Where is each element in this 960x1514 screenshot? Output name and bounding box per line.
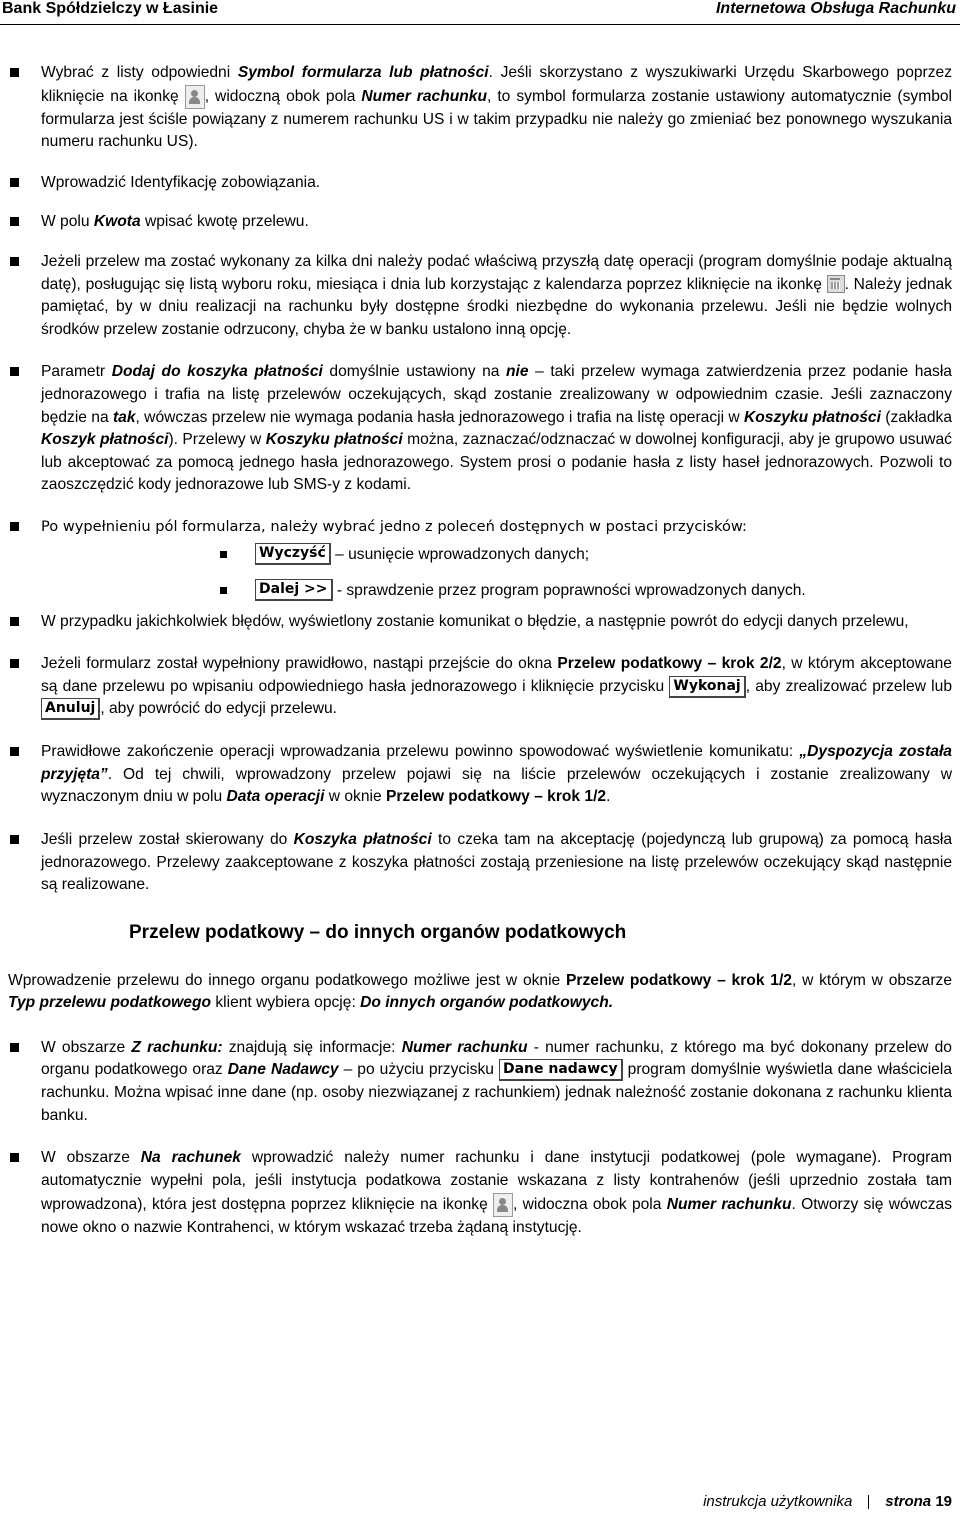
list-item [0,1147,960,1239]
text-emphasis: Koszyka płatności [293,830,432,848]
bullet-icon [10,257,19,266]
text: Jeśli przelew został skierowany do [41,830,294,848]
bullet-icon [10,747,19,756]
bullet-icon [10,659,19,668]
footer-text [703,1493,952,1510]
sender-data-button[interactable] [499,1059,623,1081]
text: W obszarze [41,1038,132,1056]
page-prefix: strona [885,1493,932,1510]
list-item [0,653,960,721]
footer-label: instrukcja użytkownika [703,1493,853,1510]
text: to czeka tam na akceptację (pojedynczą lub grupową) za pomocą hasła jednorazowego. Przelewy zaakceptowane z koszyka płatności zostają przeniesione na listę przelewów oczekujący skąd następnie są realizowane. [41,830,953,894]
text: w oknie [324,788,386,806]
text: . Otworzy się wówczas nowe okno o nazwie Kontrahenci, w którym wskazać trzeba żądaną instytucję. [41,1195,952,1236]
text: – taki przelew wymaga zatwierdzenia przez podanie hasła jednorazowego i trafia na listę przelewów oczekujących, skąd zostanie zrealizowany w odpowiednim czasie. Jeśli zaznaczony będzie na [41,363,952,426]
search-person-icon [493,1193,513,1217]
text: , w którym akceptowane są dane przelewu po wpisaniu odpowiedniego hasła jednorazowego i kliknięcie przycisku [41,655,952,695]
text-emphasis: Do innych organów podatkowych. [360,994,614,1012]
text-emphasis: Koszyku płatności [744,408,881,426]
list-item [0,829,960,897]
text-emphasis: Na rachunek [140,1149,241,1167]
text: , wówczas przelew nie wymaga podania hasła jednorazowego i trafia na listę operacji w [135,408,744,426]
text: Wybrać z listy odpowiedni [41,64,238,81]
bullet-icon [220,551,227,558]
list-item [0,611,960,634]
button-label: Dane [502,1061,544,1078]
list-item [0,516,960,539]
text: Wprowadzenie przelewu do innego organu podatkowego możliwe jest w oknie [8,971,567,989]
text: - numer rachunku, z którego ma być dokonany przelew do organu podatkowego oraz [41,1038,952,1079]
text-emphasis: tak [112,408,136,426]
text: można, zaznaczać/odznaczać w dowolnej konfiguracji, aby je grupowo usuwać lub akceptować za pomocą jednego hasła jednorazowego. System prosi o podanie hasła z listy haseł jednorazowych. Pozwoli to zaoszczędzić kody jednorazowe lub SMS-y z kodami. [41,431,952,494]
text: W obszarze [41,1149,141,1167]
text-emphasis: Przelew podatkowy – krok 2/2 [557,655,782,673]
sub-list-item [0,579,960,603]
cancel-button[interactable]: Anuluj [41,698,100,720]
text-emphasis: Numer rachunku [361,87,487,105]
bank-name: Bank Spółdzielczy w Łasinie [2,0,219,17]
text: klient wybiera opcję: [211,994,361,1012]
text-emphasis: Numer rachunku [401,1038,528,1056]
execute-button[interactable]: Wykonaj [669,676,745,698]
text-emphasis: Dodaj do koszyka płatności [111,363,323,381]
text-emphasis: Numer rachunku [666,1195,792,1213]
bullet-icon [10,68,19,77]
text: . [606,788,611,806]
text: Wprowadzić Identyfikację zobowiązania. [41,173,321,191]
text: - sprawdzenie przez program poprawności wprowadzonych danych. [332,581,806,599]
text-emphasis: nie [506,363,529,381]
text-emphasis: Koszyku płatności [265,431,403,449]
text: Jeżeli przelew ma zostać wykonany za kilka dni należy podać właściwą przyszłą datę operacji (program domyślnie podaje aktualną datę), posługując się listą wyboru roku, miesiąca i dnia lub korzystając z kalendarza poprzez kliknięcie na ikonkę [41,252,952,293]
list-item [0,741,960,809]
text-emphasis: Kwota [93,213,141,231]
bullet-icon [10,367,19,376]
text-emphasis: Koszyk płatności [41,431,169,449]
text: , widoczna obok pola [513,1195,667,1213]
text: Jeżeli formularz został wypełniony prawidłowo, nastąpi przejście do okna [41,655,558,673]
text-emphasis: Przelew podatkowy – krok 1/2 [566,971,792,989]
text-emphasis: Przelew podatkowy – krok 1/2 [385,788,607,806]
list-item [0,1037,960,1128]
text: Po wypełnieniu pól formularza, należy wybrać jedno z poleceń dostępnych w postaci przycisków: [41,517,747,535]
text: , aby zrealizować przelew lub [745,677,952,695]
bullet-icon [10,835,19,844]
sub-list-item [0,543,960,567]
text: domyślnie ustawiony na [322,363,506,381]
text: wpisać kwotę przelewu. [140,213,309,231]
text: program domyślnie wyświetla dane właściciela rachunku. Można wpisać inne dane (np. osoby niezwiązanej z rachunkiem) jednak należność zostanie dokonana z rachunku klienta banku. [41,1061,952,1124]
text: , aby powrócić do edycji przelewu. [100,700,337,718]
text: . Należy jednak pamiętać, by w dniu realizacji na rachunku były dostępne środki niezbędne do wykonania przelewu. Jeśli nie będzie wolnych środków przelew zostanie odrzucony, chyba że w banku ustalono inną opcję. [41,275,952,338]
list-item [0,62,960,154]
bullet-icon [10,217,19,226]
text-emphasis: Symbol formularza lub płatności [237,64,489,81]
list-item [0,251,960,341]
page-number: 19 [935,1493,952,1510]
list-item [0,361,960,497]
bullet-icon [220,587,227,594]
search-person-icon [185,85,205,109]
text: , to symbol formularza zostanie ustawiony automatycznie (symbol formularza jest ściśle powiązany z numerem rachunku US i w takim przypadku nie należy go zmieniać bez ponownego wyszukania numeru rachunku US). [41,87,953,151]
text: , w którym w obszarze [791,971,952,989]
section-heading: Przelew podatkowy – do innych organów podatkowych [129,921,627,943]
bullet-icon [10,522,19,531]
button-label: nadawcy [548,1061,618,1078]
text: (zakładka [880,408,952,426]
section-intro [0,970,960,1015]
text-emphasis: Z rachunku: [131,1038,223,1056]
calendar-icon [827,275,845,293]
text: . Jeśli skorzystano z wyszukiwarki Urzędu Skarbowego poprzez kliknięcie na ikonkę [41,64,952,105]
text: ). Przelewy w [168,431,266,449]
document-title: Internetowa Obsługa Rachunku [715,0,956,17]
text-emphasis: Dane Nadawcy [227,1061,339,1079]
bullet-icon [10,178,19,187]
text: znajdują się informacje: [222,1038,402,1056]
header-divider [0,24,960,25]
clear-button[interactable]: Wyczyść [255,543,331,565]
text-emphasis: Typ przelewu podatkowego [8,994,212,1012]
text-emphasis: „Dyspozycja została przyjęta” [41,743,952,783]
text: Parametr [41,363,112,381]
text: – usunięcie wprowadzonych danych; [330,545,590,563]
text: – po użyciu przycisku [338,1061,499,1079]
bullet-icon [10,1153,19,1162]
list-item [0,172,960,195]
text: , widoczną obok pola [204,87,362,105]
page-header [0,0,960,22]
page-content [0,62,960,1239]
list-item [0,211,960,234]
page-footer [0,1484,960,1514]
text: Prawidłowe zakończenie operacji wprowadzania przelewu powinno spowodować wyświetlenie komunikatu: [41,743,800,761]
bullet-icon [10,1043,19,1052]
bullet-icon [10,617,19,626]
text: wprowadzić należy numer rachunku i dane instytucji podatkowej (pole wymagane). Program automatycznie wypełni pola, jeśli instytucja podatkowa zostanie wskazana z listy kontrahenów (jeśli uprzednio została tam wprowadzona), która jest dostępna poprzez kliknięcie na ikonkę [41,1149,952,1213]
footer-divider [868,1495,869,1509]
text: . Od tej chwili, wprowadzony przelew pojawi się na liście przelewów oczekujących i zostanie zrealizowany w wyznaczonym dniu w polu [41,765,952,806]
text: W polu [41,213,94,231]
text: W przypadku jakichkolwiek błędów, wyświetlony zostanie komunikat o błędzie, a następnie powrót do edycji danych przelewu, [41,612,909,630]
next-button[interactable]: Dalej >> [255,579,333,601]
text-emphasis: Data operacji [226,788,325,806]
